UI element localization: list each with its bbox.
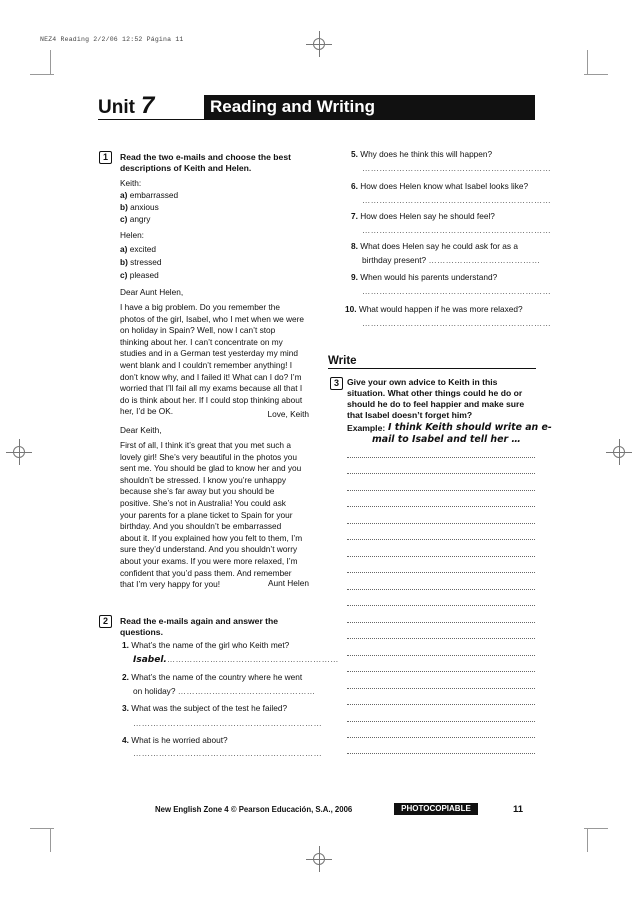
photocopiable-badge: PHOTOCOPIABLE <box>394 803 478 815</box>
answer-6-line[interactable]: ………………………………………………………… <box>362 195 552 205</box>
question-7: 7. How does Helen say he should feel? <box>351 211 495 221</box>
helen-label: Helen: <box>120 230 144 240</box>
answer-7-line[interactable]: ………………………………………………………… <box>362 225 552 235</box>
unit-number: 7 <box>140 92 155 119</box>
printer-slug: NEZ4 Reading 2/2/06 12:52 Página 11 <box>40 36 184 43</box>
question-8-line-2: birthday present? ………………………………… <box>362 255 541 265</box>
writing-line[interactable] <box>347 753 535 754</box>
email-2-signoff: Aunt Helen <box>267 578 309 588</box>
writing-line[interactable] <box>347 671 535 672</box>
question-4: 4. What is he worried about? <box>122 735 228 745</box>
page-number: 11 <box>513 804 524 815</box>
question-2-line-2: on holiday? ………………………………………… <box>133 686 316 696</box>
crop-mark <box>584 74 608 75</box>
writing-line[interactable] <box>347 721 535 722</box>
registration-mark <box>10 443 28 461</box>
writing-line[interactable] <box>347 704 535 705</box>
writing-line[interactable] <box>347 572 535 573</box>
exercise-3-instruction: Give your own advice to Keith in this situation. What other things could he do or should he do to feel happier and make sure that Isabel doesn’t forget him? <box>347 377 525 420</box>
exercise-3-number: 3 <box>330 377 343 390</box>
keith-option-a: a) embarrassed <box>120 190 179 200</box>
registration-mark <box>310 35 328 53</box>
write-rule <box>328 368 536 369</box>
writing-line[interactable] <box>347 457 535 458</box>
answer-9-line[interactable]: ………………………………………………………… <box>362 286 552 296</box>
writing-line[interactable] <box>347 638 535 639</box>
crop-mark <box>30 828 54 829</box>
writing-line[interactable] <box>347 539 535 540</box>
keith-option-c: c) angry <box>120 214 151 224</box>
question-9: 9. When would his parents understand? <box>351 272 498 282</box>
question-8: 8. What does Helen say he could ask for as a <box>351 241 518 251</box>
answer-5-line[interactable]: ………………………………………………………… <box>362 163 552 173</box>
example-line-2: mail to Isabel and tell her … <box>372 434 521 445</box>
answer-10-line[interactable]: ………………………………………………………… <box>362 318 552 328</box>
crop-mark <box>587 50 588 74</box>
crop-mark <box>584 828 608 829</box>
writing-line[interactable] <box>347 473 535 474</box>
writing-line[interactable] <box>347 523 535 524</box>
write-heading: Write <box>328 355 357 367</box>
helen-option-a: a) excited <box>120 244 156 254</box>
example-label: Example: <box>347 423 386 433</box>
answer-1: Isabel.…………………………………………………… <box>133 654 339 665</box>
helen-option-c: c) pleased <box>120 270 159 280</box>
writing-line[interactable] <box>347 688 535 689</box>
question-3: 3. What was the subject of the test he failed? <box>122 703 288 713</box>
email-2-greeting: Dear Keith, <box>120 425 162 435</box>
crop-mark <box>30 74 54 75</box>
exercise-1-instruction: Read the two e-mails and choose the best descriptions of Keith and Helen. <box>120 152 291 173</box>
answer-3-line[interactable]: ………………………………………………………… <box>133 718 323 728</box>
question-2: 2. What’s the name of the country where he went <box>122 672 303 682</box>
crop-mark <box>50 828 51 852</box>
answer-4-line[interactable]: ………………………………………………………… <box>133 748 323 758</box>
writing-line[interactable] <box>347 556 535 557</box>
page-title: Reading and Writing <box>204 95 535 119</box>
writing-line[interactable] <box>347 589 535 590</box>
email-1-greeting: Dear Aunt Helen, <box>120 287 184 297</box>
title-rule <box>98 119 535 120</box>
question-10: 10. What would happen if he was more relaxed? <box>345 304 523 314</box>
helen-option-b: b) stressed <box>120 257 162 267</box>
exercise-2-number: 2 <box>99 615 112 628</box>
email-1-signoff: Love, Keith <box>267 409 309 419</box>
answer-1-text: Isabel. <box>133 655 167 665</box>
keith-option-b: b) anxious <box>120 202 159 212</box>
example-line-1: I think Keith should write an e- <box>388 422 552 433</box>
writing-line[interactable] <box>347 655 535 656</box>
exercise-2-instruction: Read the e-mails again and answer the questions. <box>120 616 279 637</box>
unit-label: Unit 7 <box>98 92 155 119</box>
writing-line[interactable] <box>347 490 535 491</box>
registration-mark <box>310 850 328 868</box>
keith-label: Keith: <box>120 178 142 188</box>
question-1: 1. What’s the name of the girl who Keith met? <box>122 640 290 650</box>
writing-line[interactable] <box>347 506 535 507</box>
crop-mark <box>50 50 51 74</box>
exercise-1-number: 1 <box>99 151 112 164</box>
question-5: 5. Why does he think this will happen? <box>351 149 493 159</box>
email-2-body: First of all, I think it’s great that you met such a lovely girl! She’s very beautiful in the photos you sent me. You should be glad to know her and you shouldn’t be stressed. I know you’re unhappy because she’s far away but you should be positive. She’s not in Australia! You could ask your parents for a plane ticket to Spain for your birthday. And you shouldn’t be embarrassed about it. If you explained how you felt to them, I’m sure they’d understand. And you shouldn’t worry about your exams. If you were more relaxed, I’m confident that you’d pass them. And remember that I’m very happy for you! <box>120 440 303 590</box>
writing-line[interactable] <box>347 622 535 623</box>
writing-line[interactable] <box>347 605 535 606</box>
crop-mark <box>587 828 588 852</box>
footer-credit: New English Zone 4 © Pearson Educación, S.A., 2006 <box>155 805 353 814</box>
question-6: 6. How does Helen know what Isabel looks like? <box>351 181 529 191</box>
registration-mark <box>610 443 628 461</box>
email-1-body: I have a big problem. Do you remember the photos of the girl, Isabel, who I met when we were on holiday in Spain? Well, now I can’t stop thinking about her. I can’t concentrate on my studies and in a German test yesterday my mind went blank and I couldn’t remember anything! I don’t know why, and I failed it! What can I do? I’m worried that I’ll fail all my exams because all that I do is think about her. If I could stop thinking about her, I’d be OK. <box>120 302 305 417</box>
writing-line[interactable] <box>347 737 535 738</box>
